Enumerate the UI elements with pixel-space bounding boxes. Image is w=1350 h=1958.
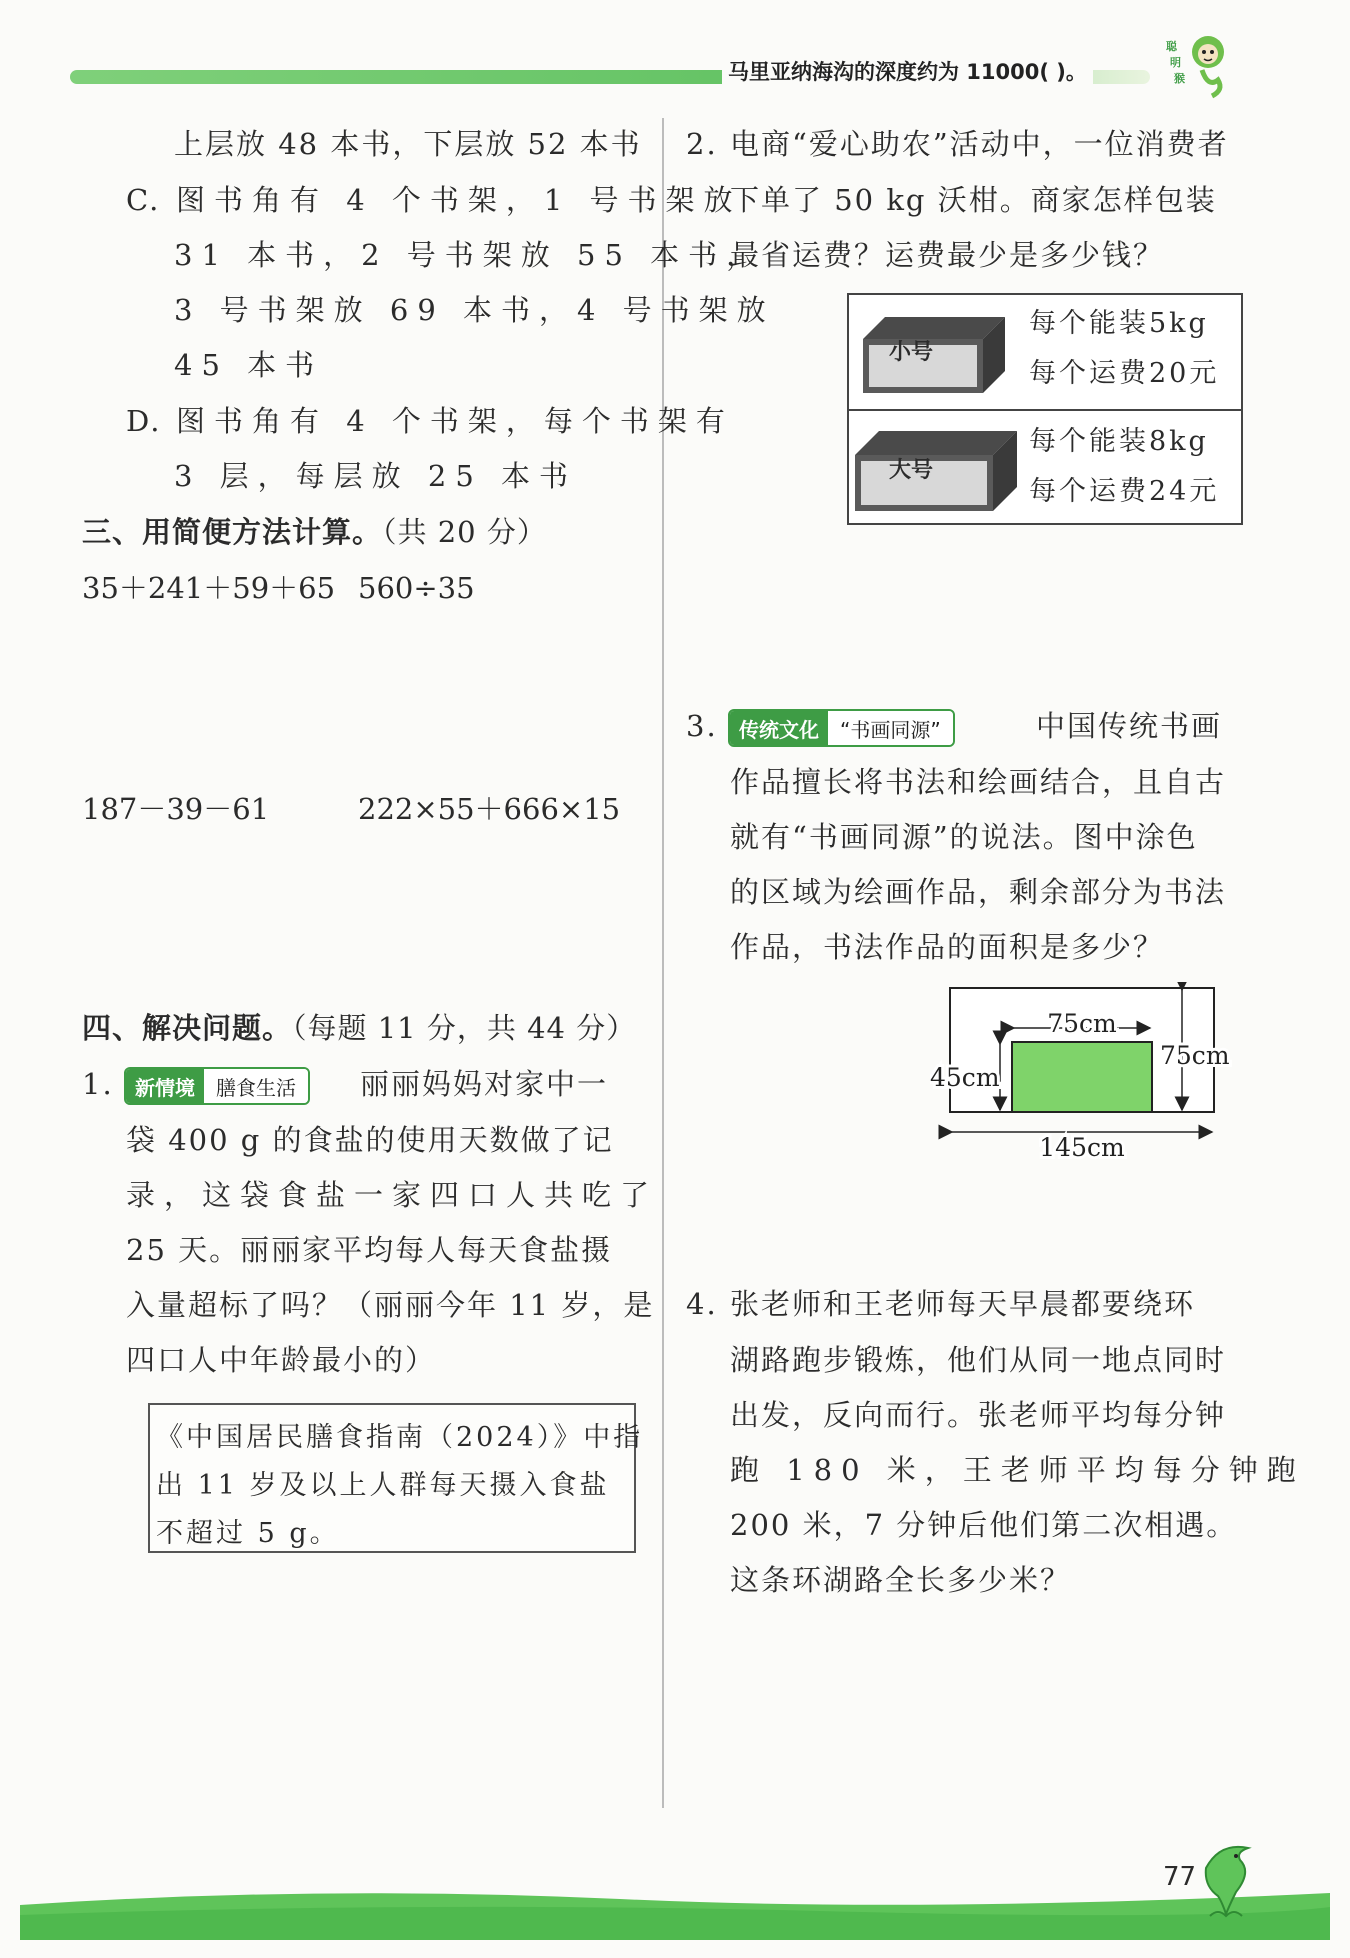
- large-capacity: 每个能装8kg: [1029, 426, 1209, 457]
- q1-badge: [124, 1067, 310, 1105]
- svg-text:猴: 猴: [1174, 72, 1185, 85]
- option-c-line-3: 3 号书架放 69 本书，4 号书架放: [174, 293, 775, 327]
- q3-badge-sub: “书画同源”: [828, 711, 953, 745]
- option-d-letter: D.: [126, 404, 162, 438]
- q2-line-1: 电商“爱心助农”活动中，一位消费者: [730, 127, 1229, 161]
- note-line-2: 出 11 岁及以上人群每天摄入食盐: [156, 1470, 610, 1501]
- calligraphy-painting-figure: [930, 982, 1246, 1162]
- q1-guideline-box: [148, 1403, 644, 1553]
- q2-number: 2.: [686, 127, 718, 161]
- q1-line-4: 25 天。丽丽家平均每人每天食盐摄: [126, 1233, 613, 1267]
- footer-wave: [20, 1885, 1330, 1940]
- q4-line-6: 这条环湖路全长多少米？: [730, 1563, 1072, 1597]
- header-question: 马里亚纳海沟的深度约为 11000( )。: [722, 56, 1093, 86]
- q1-line-6: 四口人中年龄最小的）: [126, 1343, 437, 1377]
- q1-line-2: 袋 400 g 的食盐的使用天数做了记: [126, 1123, 614, 1157]
- large-box-icon: [851, 425, 1021, 515]
- section-4-points: （每题 11 分，共 44 分）: [292, 1011, 637, 1045]
- option-c-line-1: 图书角有 4 个书架，1 号书架放: [176, 183, 742, 217]
- small-box-label: 小号: [889, 340, 934, 365]
- calc-3: 187－39－61: [82, 792, 270, 826]
- small-capacity: 每个能装5kg: [1029, 308, 1209, 339]
- q4-line-1: 张老师和王老师每天早晨都要绕环: [730, 1287, 1196, 1321]
- q1-badge-sub: 膳食生活: [204, 1069, 308, 1103]
- calc-1: 35＋241＋59＋65: [82, 571, 336, 605]
- q4-number: 4.: [686, 1287, 718, 1321]
- svg-text:聪: 聪: [1166, 40, 1177, 53]
- q3-line-2: 作品擅长将书法和绘画结合，且自古: [730, 765, 1227, 799]
- small-box-icon: [859, 309, 1009, 395]
- option-b-continued: 上层放 48 本书，下层放 52 本书: [174, 127, 642, 161]
- section-3-title: 三、用简便方法计算。: [82, 515, 383, 549]
- q3-line-1: 中国传统书画: [1036, 709, 1223, 743]
- q3-line-5: 作品，书法作品的面积是多少？: [730, 930, 1165, 964]
- q1-line-1: 丽丽妈妈对家中一: [360, 1067, 609, 1101]
- q3-badge: [728, 709, 955, 747]
- q4-line-4: 跑 180 米，王老师平均每分钟跑: [730, 1453, 1305, 1487]
- q4-line-5: 200 米，7 分钟后他们第二次相遇。: [730, 1508, 1238, 1542]
- q3-number: 3.: [686, 709, 718, 743]
- large-box-label: 大号: [889, 458, 934, 483]
- inner-width-label: 75cm: [1047, 1009, 1117, 1038]
- section-4-heading: [82, 1008, 636, 1048]
- note-line-3: 不超过 5 g。: [156, 1518, 340, 1549]
- q4-line-2: 湖路跑步锻炼，他们从同一地点同时: [730, 1343, 1227, 1377]
- q1-line-5: 入量超标了吗？（丽丽今年 11 岁，是: [126, 1288, 655, 1322]
- q1-line-3: 录，这袋食盐一家四口人共吃了: [126, 1178, 659, 1212]
- option-c-line-4: 45 本书: [174, 348, 324, 382]
- option-c-letter: C.: [126, 183, 161, 217]
- large-fee: 每个运费24元: [1029, 476, 1220, 507]
- svg-text:明: 明: [1170, 56, 1181, 69]
- q1-number: 1.: [82, 1067, 114, 1101]
- section-3-points: （共 20 分）: [382, 515, 547, 549]
- q3-line-3: 就有“书画同源”的说法。图中涂色: [730, 820, 1198, 854]
- option-c-line-2: 31 本书，2 号书架放 55 本书，: [174, 238, 765, 272]
- option-d-line-2: 3 层，每层放 25 本书: [174, 459, 578, 493]
- package-table: [847, 293, 1243, 525]
- calc-4: 222×55＋666×15: [358, 792, 621, 826]
- q1-badge-main: 新情境: [126, 1069, 204, 1103]
- note-line-1: 《中国居民膳食指南（2024）》中指: [156, 1422, 644, 1453]
- calc-2: 560÷35: [358, 571, 475, 605]
- column-divider: [662, 118, 664, 1808]
- outer-width-label: 145cm: [1039, 1133, 1125, 1162]
- package-row-large: [849, 409, 1241, 524]
- monkey-mascot-icon: [1162, 30, 1232, 100]
- section-4-title: 四、解决问题。: [82, 1011, 293, 1045]
- option-d-line-1: 图书角有 4 个书架，每个书架有: [176, 404, 734, 438]
- q2-line-3: 最省运费？运费最少是多少钱？: [730, 238, 1165, 272]
- dolphin-icon: [1196, 1838, 1258, 1922]
- painting-shaded-rect: [1012, 1042, 1152, 1112]
- q3-line-4: 的区域为绘画作品，剩余部分为书法: [730, 875, 1227, 909]
- q3-badge-main: 传统文化: [730, 711, 828, 745]
- inner-height-label: 45cm: [930, 1063, 1000, 1092]
- q2-line-2: 下单了 50 kg 沃柑。商家怎样包装: [730, 183, 1217, 217]
- section-3-heading: [82, 512, 547, 552]
- q4-line-3: 出发，反向而行。张老师平均每分钟: [730, 1398, 1227, 1432]
- package-row-small: [849, 295, 1241, 408]
- small-fee: 每个运费20元: [1029, 358, 1220, 389]
- outer-height-label: 75cm: [1160, 1041, 1230, 1070]
- page-number: 77: [1163, 1862, 1197, 1892]
